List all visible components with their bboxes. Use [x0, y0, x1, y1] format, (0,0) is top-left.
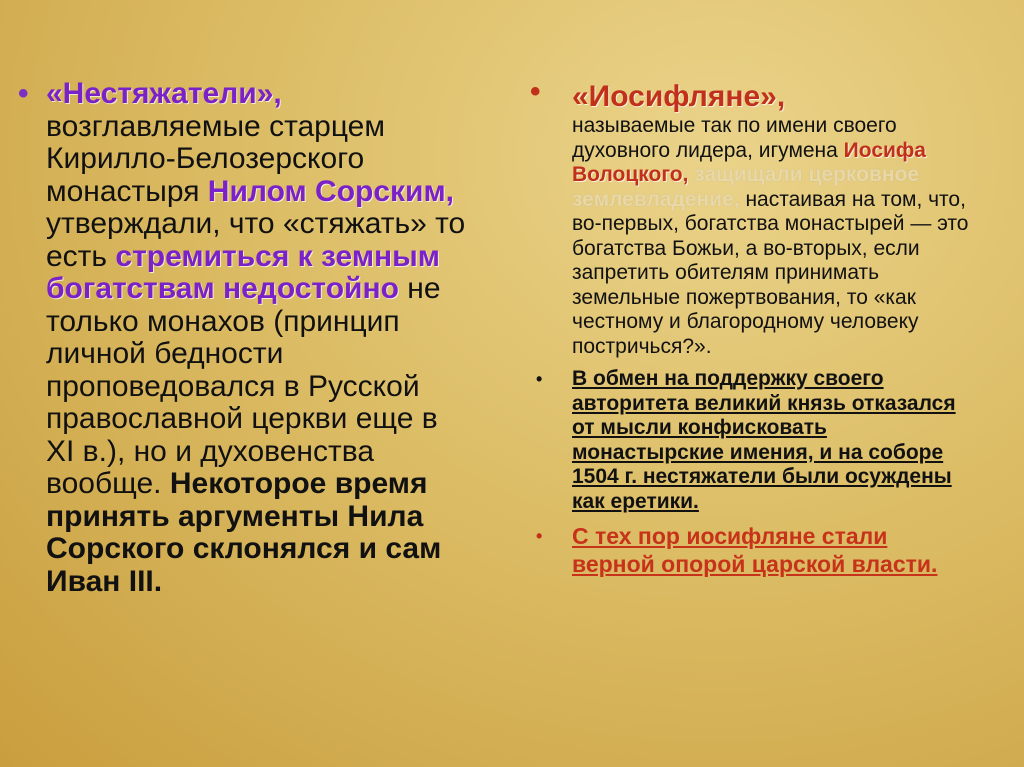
bullet: • [530, 75, 541, 108]
paragraph-text: настаивая на том, что, во-первых, богатства монастырей — это богатства Божьи, а во-вторых, если запретить обителям принимать земельные пожертвования, то «как честному и благородному человеку постричься?». [572, 187, 969, 358]
left-column [18, 78, 468, 598]
bullet: • [18, 77, 29, 110]
nonpossessors-title: «Нестяжатели», [46, 77, 282, 110]
conclusion-text: Некоторое время принять аргументы Нила Сорского склонялся и сам Иван III. [46, 467, 442, 598]
paragraph-text: возглавляемые старцем Кирилло-Белозерского монастыря [46, 109, 385, 208]
bullet: • [536, 369, 543, 389]
paragraph-text: называемые так по имени своего духовного лидера, игумена [572, 114, 897, 162]
right-column [530, 75, 970, 578]
emphasis-text: стремиться к земным богатствам недостойно [46, 239, 440, 305]
support-paragraph [530, 522, 970, 578]
exchange-paragraph [530, 367, 970, 514]
bullet: • [536, 526, 543, 546]
support-text: С тех пор иосифляне стали верной опорой царской власти. [572, 523, 938, 577]
joseph-volotsky-name: Иосифа Волоцкого, [572, 138, 926, 186]
josephites-paragraph [530, 75, 970, 359]
faded-text: защищали церковное землевладение, [572, 163, 920, 211]
paragraph-text: утверждали, что «стяжать» то есть [46, 207, 466, 273]
nil-sorsky-name: Нилом Сорским, [207, 174, 455, 208]
nonpossessors-paragraph [18, 78, 468, 598]
paragraph-text: не только монахов (принцип личной бедности проповедовался в Русской православной церкви еще в XI в.), но и духовенства вообще. [46, 272, 441, 500]
exchange-text: В обмен на поддержку своего авторитета великий князь отказался от мысли конфисковать монастырские имения, и на соборе 1504 г. нестяжатели были осуждены как еретики. [572, 367, 956, 513]
josephites-title: «Иосифляне», [572, 80, 786, 113]
